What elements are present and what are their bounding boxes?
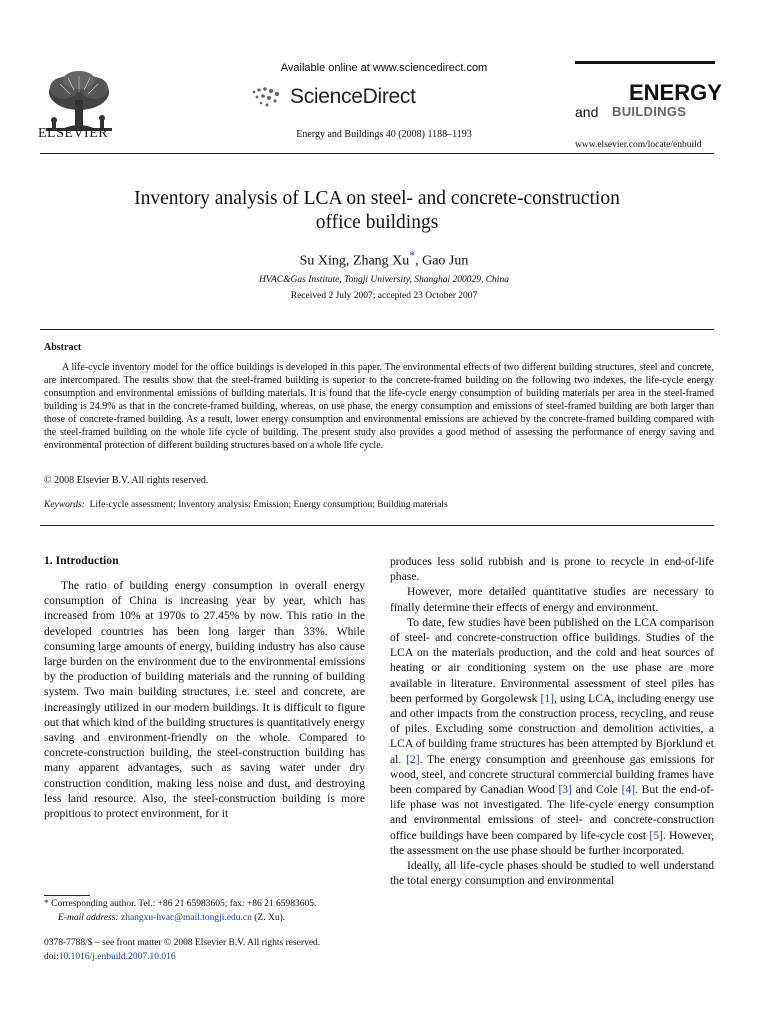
intro-paragraph-1: The ratio of building energy consumption in overall energy consumption of China is increasing year by year, which has increased from 10% at 1970s to 27.45% by now. This ratio in the developed countries has been long larger than 33%. While consuming large amounts of energy, building industry has also cause large burden on the environment due to the environmental emissions by the production of building materials and the running of building system. Two main building structures, i.e. steel and concrete, are increasingly utilized in our modern buildings. It is difficult to figure out that which kind of the building structures is quantitatively energy saving and environment-friendly on the whole. Compared to concrete-construction building, the steel-construction building has many apparent advantages, such as saving water under dry construction condition, making less noise and dust, and destroying less land resource. Also, the steel-construction building is more propitious to protect environment, for it	[44, 579, 365, 821]
email-suffix: (Z. Xu).	[251, 913, 286, 923]
footnotes	[44, 897, 374, 925]
journal-url-link[interactable]: www.elsevier.com/locate/enbuild	[575, 140, 702, 150]
keywords-label: Keywords:	[44, 500, 85, 510]
abstract-copyright: © 2008 Elsevier B.V. All rights reserved.	[44, 475, 209, 486]
citation-link-1[interactable]: [1]	[540, 691, 554, 705]
email-link[interactable]: zhangxu-hvac@mail.tongji.edu.cn	[120, 913, 252, 923]
intro-paragraph-4: Ideally, all life-cycle phases should be studied to well understand the total energy consumption and environmental	[390, 859, 714, 888]
sciencedirect-dots-icon	[250, 86, 284, 108]
corresponding-author-note: * Corresponding author. Tel.: +86 21 65983605; fax: +86 21 65983605.	[44, 899, 317, 909]
abstract-text: A life-cycle inventory model for the office buildings is developed in this paper. The environmental effects of two different building structures, steel and concrete, are intercompared. The results show that the steel-framed building is superior to the concrete-framed building on the following two indexes, the life-cycle energy consumption and environmental emissions of building materials. It is found that the life-cycle energy consumption of building materials per area in the steel-framed building is 24.9% as that in the concrete-framed building, whereas, on use phase, the energy consumption and emissions of steel-framed building are both larger than those of concrete-framed building. As a result, lower energy consumption and environmental emissions are achieved by the concrete-framed building compared with the steel-framed building on the whole life cycle of building. The present study also provides a good method of assessing the performance of energy saving and environmental protection of different building structures based on a whole life cycle.	[44, 362, 714, 451]
intro-paragraph-continued: produces less solid rubbish and is prone to recycle in end-of-life phase.	[390, 555, 714, 584]
author-list	[0, 249, 768, 270]
article-title-line1: Inventory analysis of LCA on steel- and concrete-construction	[134, 188, 620, 209]
journal-logo-energy: ENERGY	[629, 80, 722, 105]
citation-link-2[interactable]: [2]	[406, 752, 420, 766]
abstract-heading: Abstract	[44, 342, 82, 353]
abstract-bottom-divider	[40, 525, 714, 526]
citation-link-3[interactable]: [3]	[558, 783, 572, 797]
journal-logo-and: and	[575, 104, 599, 120]
abstract-top-divider	[40, 329, 714, 330]
affiliation: HVAC&Gas Institute, Tongji University, Shanghai 200029, China	[259, 275, 509, 285]
keywords-list: Life-cycle assessment; Inventory analysis; Emission; Energy consumption; Building materials	[89, 500, 448, 510]
footnote-divider	[44, 895, 90, 896]
available-online-text[interactable]: Available online at www.sciencedirect.com	[280, 62, 488, 74]
left-column	[44, 578, 365, 821]
article-title	[40, 187, 714, 235]
corresponding-author-marker[interactable]: *	[409, 249, 416, 262]
sciencedirect-wordmark: ScienceDirect	[290, 85, 416, 108]
doi-line	[44, 950, 384, 964]
intro-paragraph-2: However, more detailed quantitative studies are necessary to finally determine their effects of energy and environment.	[390, 585, 714, 614]
para3-text-b: , using LCA, including energy use and other impacts from the construction process, recycling, and reuse of piles. Excluding some construction and demolition activities, a LCA of building frame structures has been attempted by Bjorklund et al.	[390, 691, 714, 766]
issn-line: 0378-7788/$ – see front matter © 2008 Elsevier B.V. All rights reserved.	[44, 938, 321, 948]
citation-link-4[interactable]: [4]	[621, 783, 636, 797]
publisher-name: ELSEVIER	[38, 126, 109, 141]
section-heading-introduction: 1. Introduction	[44, 554, 119, 567]
received-dates: Received 2 July 2007; accepted 23 October 2007	[290, 291, 478, 301]
journal-citation: Energy and Buildings 40 (2008) 1188–1193	[296, 129, 472, 140]
email-label: E-mail address:	[58, 913, 119, 923]
intro-paragraph-3	[390, 615, 714, 858]
header-divider	[40, 153, 714, 154]
citation-link-5[interactable]: [5]	[649, 828, 663, 842]
issn-doi-block	[44, 936, 384, 964]
para3-text-f: . However, the assessment on the use phase should be further incorporated.	[390, 828, 714, 857]
doi-link[interactable]: 10.1016/j.enbuild.2007.10.016	[58, 952, 176, 962]
journal-logo-rule	[575, 61, 715, 64]
right-column	[390, 554, 714, 888]
para3-text-e: . But the end-of-life phase was not investigated. The life-cycle energy consumption and environmental emissions of steel- and concrete-construction office buildings have been compared by life-cycle cost	[390, 783, 714, 842]
para3-text-a: To date, few studies have been published on the LCA comparison of steel- and concrete-construction office buildings. Studies of the LCA on the materials production, and the cold and heat sources of heating or air conditioning system on the use phase are more available in literature. Environmental assessment of steel piles has been performed by Gorgolewsk	[390, 615, 714, 705]
article-title-line2: office buildings	[315, 212, 439, 233]
email-note	[44, 911, 374, 925]
authors-rest: , Gao Jun	[415, 253, 469, 269]
para3-text-d: and Cole	[571, 783, 622, 797]
keywords	[44, 500, 448, 510]
doi-label: doi:	[44, 952, 59, 962]
journal-logo-buildings: BUILDINGS	[612, 104, 687, 119]
para3-text-c: . The energy consumption and greenhouse gas emissions for wood, steel, and concrete structural commercial building frames have been compared by Canadian Wood	[390, 752, 714, 797]
authors-first: Su Xing, Zhang Xu	[299, 253, 410, 269]
sciencedirect-logo[interactable]	[250, 82, 416, 112]
